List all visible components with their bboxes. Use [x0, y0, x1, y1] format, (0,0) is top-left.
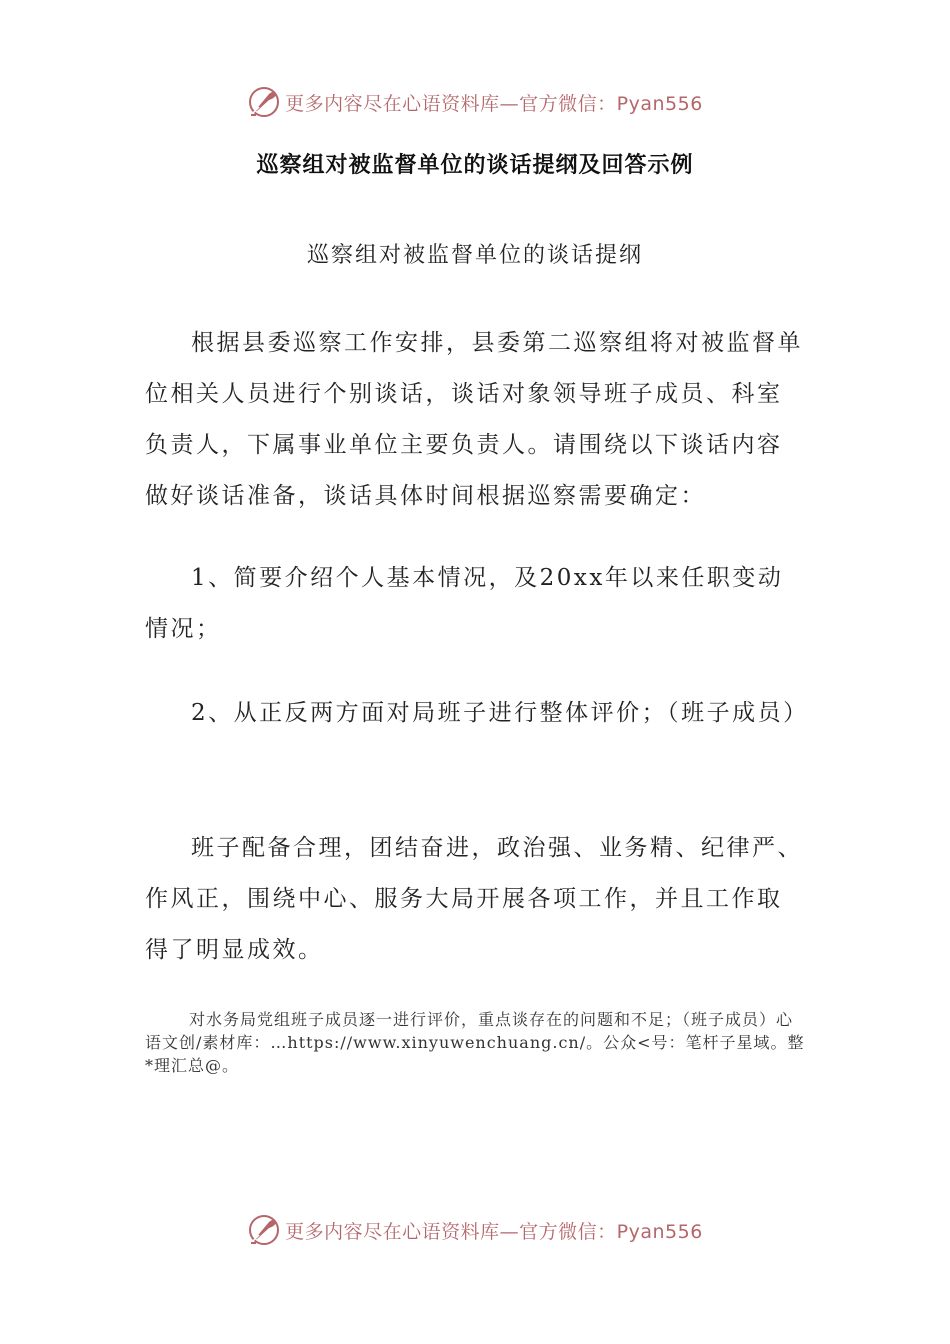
section-subtitle: 巡察组对被监督单位的谈话提纲	[306, 243, 643, 268]
answer-paragraph: 班子配备合理，团结奋进，政治强、业务精、纪律严、作风正，围绕中心、服务大局开展各项工作，并且工作取得了明显成效。	[145, 835, 803, 963]
watermark-account: Pyan556	[616, 1220, 703, 1243]
watermark-label: 更多内容尽在心语资料库—官方微信：	[285, 1220, 617, 1243]
item-2-paragraph: 2、从正反两方面对局班子进行整体评价；（班子成员）	[191, 700, 809, 726]
watermark-text	[285, 1217, 703, 1244]
watermark-text	[285, 89, 703, 116]
quill-pen-logo-icon	[247, 1213, 281, 1247]
intro-paragraph: 根据县委巡察工作安排，县委第二巡察组将对被监督单位相关人员进行个别谈话，谈话对象领导班子成员、科室负责人，下属事业单位主要负责人。请围绕以下谈话内容做好谈话准备，谈话具体时间根据巡察需要确定：	[145, 330, 803, 509]
document-title: 巡察组对被监督单位的谈话提纲及回答示例	[256, 153, 694, 178]
watermark-label: 更多内容尽在心语资料库—官方微信：	[285, 92, 617, 115]
small-note-paragraph: 对水务局党组班子成员逐一进行评价，重点谈存在的问题和不足；（班子成员）心语文创/素材库：…https://www.xinyuwenchuang.cn/。公众<号：笔杆子星域。整*理汇总@。	[145, 1010, 805, 1075]
quill-pen-logo-icon	[247, 85, 281, 119]
header-watermark-banner	[0, 82, 950, 122]
watermark-account: Pyan556	[616, 92, 703, 115]
footer-watermark-banner	[0, 1210, 950, 1250]
item-1-paragraph: 1、简要介绍个人基本情况，及20xx年以来任职变动情况；	[145, 565, 784, 642]
